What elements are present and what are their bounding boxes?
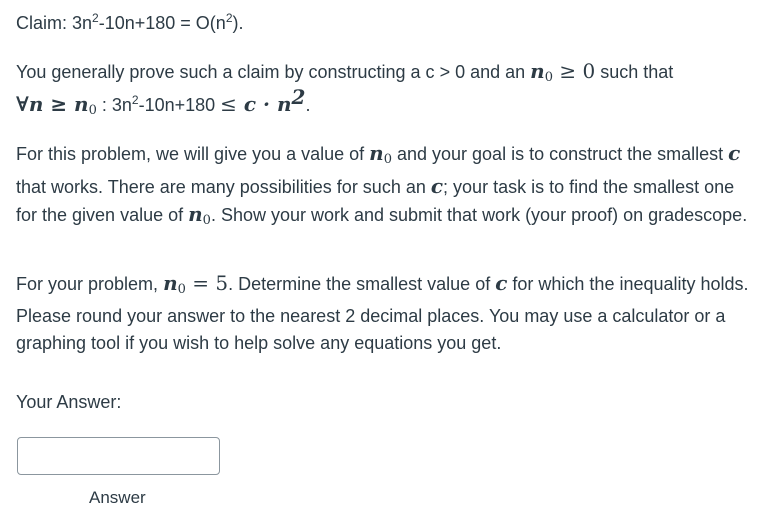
math-leq: ≤: [220, 92, 237, 116]
math-subscript: 0: [544, 70, 553, 85]
intro-text: -10n+180: [138, 95, 221, 115]
intro-text: You generally prove such a claim by constructing a c > 0 and an: [16, 62, 531, 82]
task-text: for which the inequality holds. Please round your answer to the nearest 2 decimal places. You may use a calculator or a graphing tool if you wish to help solve any equations you get.: [16, 274, 749, 353]
math-exponent: 2: [291, 85, 306, 109]
exponent: 2: [131, 93, 139, 107]
claim-suffix: ).: [232, 13, 244, 33]
math-n0: n: [369, 141, 384, 165]
claim-exponent: 2: [92, 11, 99, 25]
math-n0: n: [530, 59, 545, 83]
intro-text: : 3n: [96, 95, 132, 115]
claim-exponent: 2: [225, 11, 233, 25]
math-geq-zero: ≥ 0: [552, 59, 596, 83]
answer-input[interactable]: [17, 437, 220, 475]
math-forall: ∀n ≥ n: [16, 92, 89, 116]
problem-text: ; your task is to find the smallest one for the given value of: [16, 177, 735, 225]
math-subscript: 0: [202, 213, 211, 228]
your-answer-heading: Your Answer:: [16, 392, 122, 412]
math-cn: c · n: [236, 92, 292, 116]
math-subscript: 0: [88, 103, 97, 118]
task-text: For your problem,: [16, 274, 164, 294]
math-c: c: [728, 141, 741, 165]
problem-text: and your goal is to construct the smallest: [391, 144, 729, 164]
math-n0: n: [163, 271, 178, 295]
claim-text: [16, 10, 756, 37]
task-paragraph: [16, 270, 756, 357]
intro-paragraph: [16, 58, 756, 124]
math-subscript: 0: [383, 152, 392, 167]
claim-middle: -10n+180 = O(n: [98, 13, 226, 33]
math-c: c: [495, 271, 508, 295]
problem-text: For this problem, we will give you a value of: [16, 144, 370, 164]
claim-prefix: Claim: 3n: [16, 13, 93, 33]
task-text: . Determine the smallest value of: [228, 274, 496, 294]
problem-text: . Show your work and submit that work (your proof) on gradescope.: [210, 205, 748, 225]
intro-text: such that: [595, 62, 674, 82]
problem-paragraph: [16, 140, 756, 234]
math-c: c: [430, 174, 444, 198]
math-equals-five: = 5: [185, 271, 229, 295]
math-subscript: 0: [177, 282, 186, 297]
answer-label: Answer: [89, 488, 146, 507]
problem-text: that works. There are many possibilities for such an: [16, 177, 431, 197]
intro-text: .: [305, 95, 311, 115]
math-n0: n: [188, 202, 203, 226]
